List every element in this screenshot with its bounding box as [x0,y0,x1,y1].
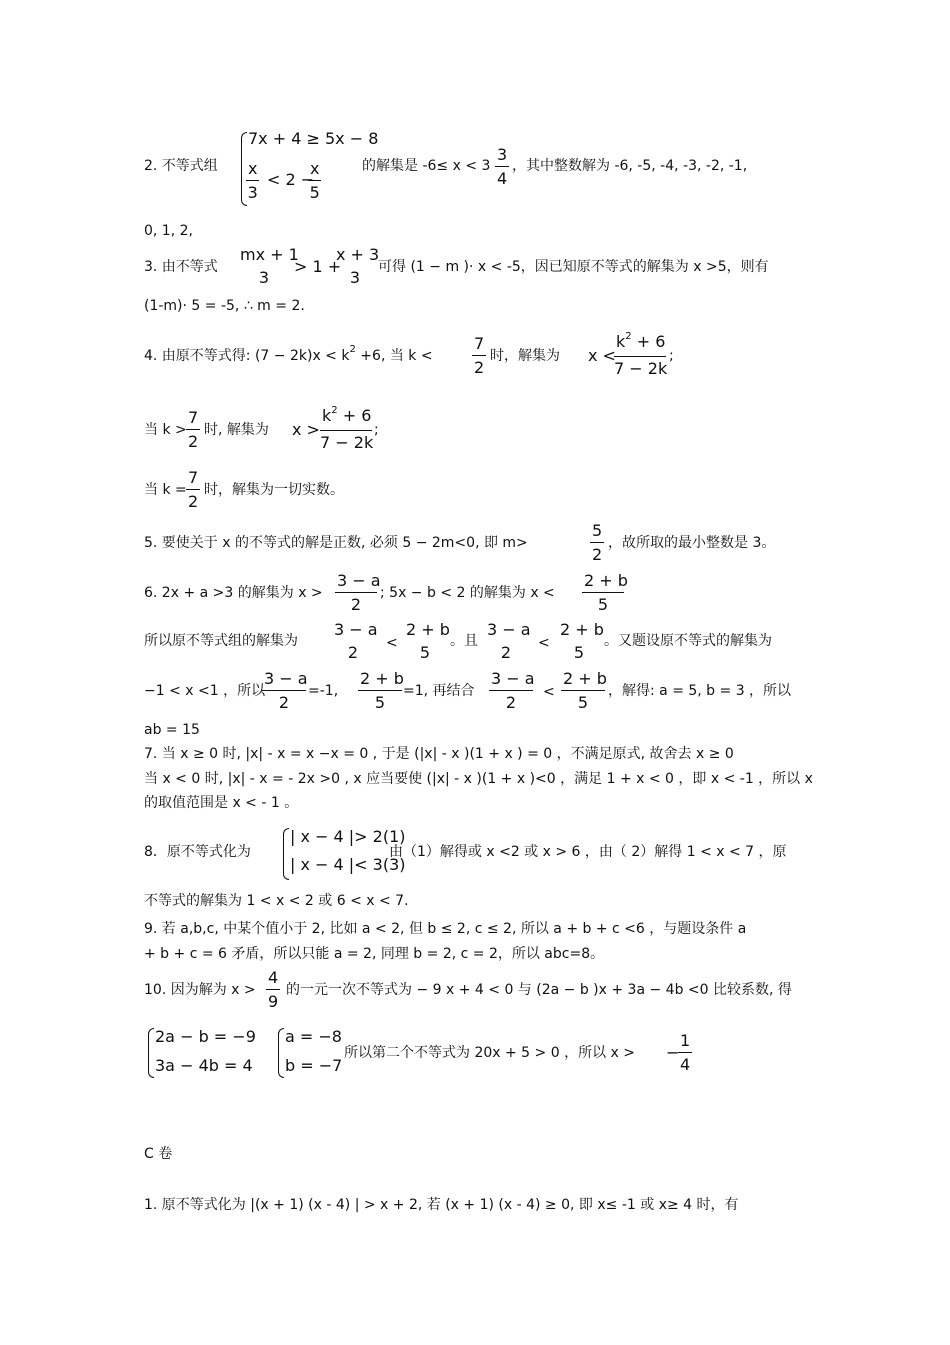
p6-lead: 6. 2x + a >3 的解集为 x > [144,585,323,601]
p7-l1: 7. 当 x ≥ 0 时, |x| - x = x −x = 0 , 于是 (|x| - x )(1 + x ) = 0 ，不满足原式, 故舍去 x ≥ 0 [144,746,734,762]
p4-l2-frac: 7 2 [188,408,199,451]
p2-frac-3-4: 3 4 [497,145,508,188]
p7-l2: 当 x < 0 时, |x| - x = - 2x >0 , x 应当要使 (|x| - x )(1 + x )<0 ，满足 1 + x < 0 ，即 x < -1 ，所以 x [144,771,813,787]
p3-line2: (1-m)· 5 = -5, ∴ m = 2. [144,298,305,314]
p6-l2-lead: 所以原不等式组的解集为 [144,633,298,649]
p8-brace [283,828,289,880]
p10-frac-1-4: 1 4 [680,1031,691,1074]
p6-l4: ab = 15 [144,722,200,738]
p3-lead: 3. 由不等式 [144,259,218,275]
p2-frac-x5: x 5 [309,159,320,202]
c1-line: 1. 原不等式化为 |(x + 1) (x - 4) | > x + 2, 若 (x + 1) (x - 4) ≥ 0, 即 x≤ -1 或 x≥ 4 时，有 [144,1197,739,1213]
p6-l3-frac1: 3 − a 2 [264,669,308,712]
p8-tail: 由（1）解得或 x <2 或 x > 6 ，由（ 2）解得 1 < x < 7 ，原 [389,844,787,860]
p3-op: > 1 + [294,257,342,276]
p3-frac2: x + 3 3 [336,245,380,287]
p4-result-frac: $k^2 + 6$ 7 − 2k [614,331,668,378]
p7-l3: 的取值范围是 x < - 1 。 [144,795,299,811]
p2-mid: 的解集是 -6≤ x < 3 [362,158,491,174]
p6-l2-frac1: 3 − a 2 [334,620,378,662]
p6-l3-frac3: 3 − a 2 [491,669,535,712]
p6-l2-frac3: 3 − a 2 [487,620,531,662]
p6-l2-tail: 。又题设原不等式的解集为 [604,633,772,649]
p3-frac1: mx + 1 3 [240,245,299,287]
p10-neg: − [666,1043,680,1062]
p6-l2-frac4: 2 + b 5 [560,620,604,662]
p6-l3-lead: −1 < x <1 ，所以 [144,683,266,699]
p4-frac-7-2: 7 2 [474,334,485,377]
p5-tail: ，故所取的最小整数是 3。 [608,535,776,551]
p10-brace2 [278,1028,284,1078]
p2-system-row1: 7x + 4 ≥ 5x − 8 [248,129,379,148]
p3-tail: 可得 (1 − m )· x < -5，因已知原不等式的解集为 x >5，则有 [378,259,769,275]
p6-l2-and: 。且 [450,633,478,649]
p6-l2-lt2: < [538,635,550,651]
p8-row2: | x − 4 |< 3(3) [290,855,406,874]
section-c-heading: C 卷 [144,1146,173,1162]
p6-mid: ; 5x − b < 2 的解集为 x < [380,585,555,601]
p2-lt: < 2 − [267,170,315,189]
p4-l3-frac: 7 2 [188,468,199,511]
p10-s2-r1: a = −8 [285,1027,342,1046]
p10-mid: 所以第二个不等式为 20x + 5 > 0 ，所以 x > [344,1045,635,1061]
p4-x-lt: x < [588,346,616,365]
p6-l2-frac2: 2 + b 5 [406,620,450,662]
p6-l3-frac2: 2 + b 5 [360,669,404,712]
p4-l2-when: 时, 解集为 [204,422,269,438]
p9-l1: 9. 若 a,b,c, 中某个值小于 2, 比如 a < 2, 但 b ≤ 2, c ≤ 2, 所以 a + b + c <6 ，与题设条件 a [144,921,747,937]
p4-l3-tail: 时，解集为一切实数。 [204,482,344,498]
p6-l3-frac4: 2 + b 5 [563,669,607,712]
p5-frac-5-2: 5 2 [592,521,603,564]
p2-line2: 0, 1, 2, [144,223,193,239]
p10-s1-r2: 3a − 4b = 4 [155,1056,253,1075]
p6-l3-lt: < [543,684,555,700]
p2-lead: 2. 不等式组 [144,158,218,174]
p10-tail: 的一元一次不等式为 − 9 x + 4 < 0 与 (2a − b )x + 3a − 4b <0 比较系数, 得 [286,982,792,998]
p6-l3-eq2: =1, 再结合 [403,683,475,699]
p4-l2-x-gt: x > [292,420,320,439]
p8-lead: 8．原不等式化为 [144,844,251,860]
p4-l2-semi: ; [374,422,379,438]
p6-l2-lt: < [386,635,398,651]
p6-l3-tail: ，解得: a = 5, b = 3 ，所以 [608,683,792,699]
p2-frac-x3: x 3 [247,159,258,202]
p6-frac1: 3 − a 2 [337,571,381,614]
p8-row1: | x − 4 |> 2(1) [290,827,406,846]
p10-s1-r1: 2a − b = −9 [155,1027,256,1046]
p10-lead: 10. 因为解为 x > [144,982,256,998]
p4-l2-result-frac: $k^2 + 6$ 7 − 2k [320,405,374,452]
p4-semi: ; [669,348,674,364]
p2-tail: ，其中整数解为 -6, -5, -4, -3, -2, -1, [512,158,748,174]
p8-l2: 不等式的解集为 1 < x < 2 或 6 < x < 7. [144,893,409,909]
p10-brace1 [148,1028,154,1078]
p4-lead: 4. 由原不等式得: $(7 - 2k)x < k^2 +6$, 当 k < [144,344,433,364]
p5-lead: 5. 要使关于 x 的不等式的解是正数, 必须 5 − 2m<0, 即 m> [144,535,528,551]
p4-l2-lead: 当 k > [144,422,187,438]
p9-l2: + b + c = 6 矛盾，所以只能 a = 2, 同理 b = 2, c = 2，所以 abc=8。 [144,946,605,962]
p4-when: 时，解集为 [490,348,560,364]
p6-l3-eq1: =-1, [308,683,339,699]
p10-frac-4-9: 4 9 [268,968,279,1011]
p6-frac2: 2 + b 5 [584,571,628,614]
p4-l3-lead: 当 k = [144,482,187,498]
p10-s2-r2: b = −7 [285,1056,343,1075]
